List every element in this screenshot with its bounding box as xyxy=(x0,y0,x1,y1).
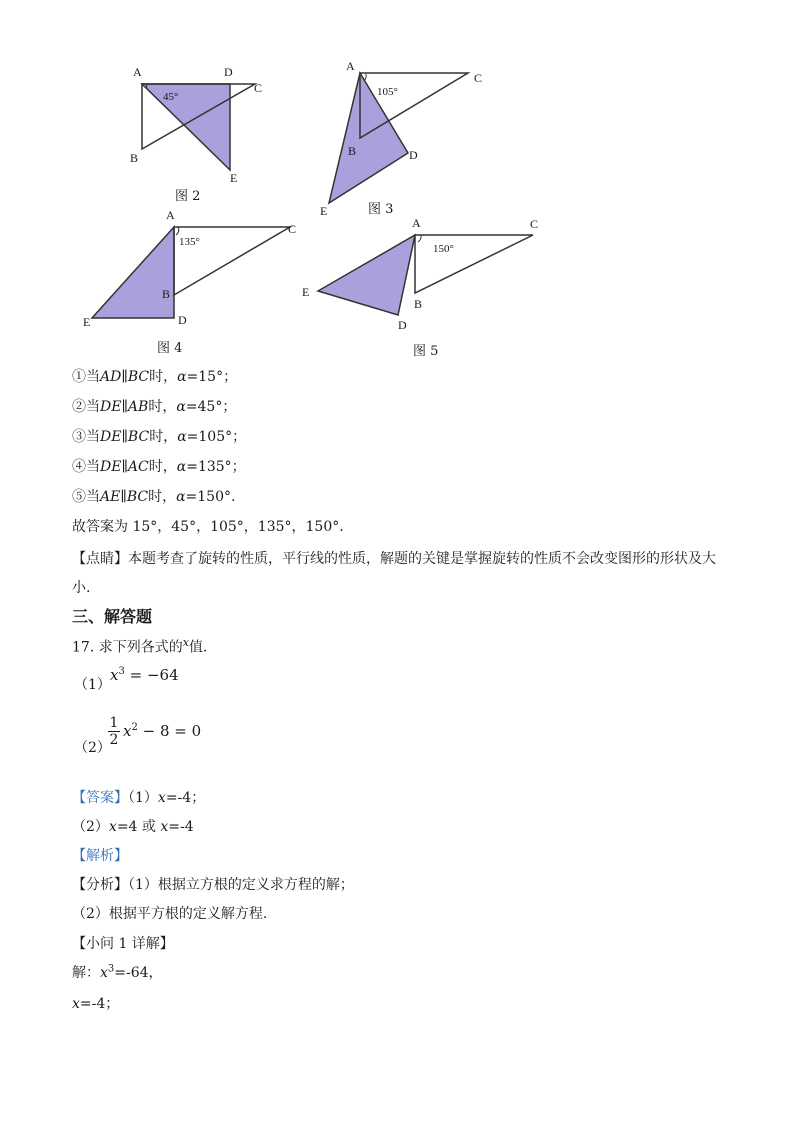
figure-5 xyxy=(300,210,550,359)
angle-label: 135° xyxy=(179,236,200,248)
solution-value: =-64， xyxy=(114,965,163,981)
case-line xyxy=(72,486,235,506)
eq-rest: − 8 = 0 xyxy=(142,722,202,740)
figure-3-diagram xyxy=(315,55,495,218)
angle-arc xyxy=(176,227,179,235)
point-b-label: B xyxy=(348,144,357,158)
parallel-symbol: ∥ xyxy=(121,429,128,445)
point-a-label: A xyxy=(133,65,142,79)
answer-value: =4 或 xyxy=(116,819,161,835)
analysis-tag: 【解析】 xyxy=(72,848,128,864)
solution-line-2 xyxy=(72,993,119,1013)
angle-arc xyxy=(364,74,366,81)
case-number: ③当 xyxy=(72,429,100,445)
answer-tag: 【答案】 xyxy=(72,790,128,806)
solution-value: =-4； xyxy=(79,996,120,1012)
rotated-triangle xyxy=(142,84,230,170)
answer-var: x xyxy=(108,819,117,835)
solution-line-1 xyxy=(72,962,163,982)
answer-var: x xyxy=(157,790,166,806)
case-rhs: BC xyxy=(127,429,150,445)
point-a-label: A xyxy=(412,216,421,230)
figure-4-diagram xyxy=(80,205,310,335)
point-para-line-2: 小. xyxy=(72,580,91,596)
figure-2-diagram xyxy=(125,60,285,185)
figure-3-caption: 图 3 xyxy=(368,202,394,217)
point-d-label: D xyxy=(398,318,407,332)
solution-var: x xyxy=(100,965,108,981)
answer-part-label: （1） xyxy=(128,790,158,806)
case-when: 时， xyxy=(149,429,178,445)
part-1-label: （1） xyxy=(74,677,111,693)
stem-text: 17. 求下列各式的 xyxy=(72,639,183,656)
angle-arc xyxy=(418,235,421,242)
angle-label: 45° xyxy=(163,91,179,103)
answer-summary: 故答案为 15°，45°，105°，135°，150°. xyxy=(72,519,344,535)
point-d-label: D xyxy=(409,148,418,162)
point-a-label: A xyxy=(346,59,355,73)
rotated-triangle xyxy=(92,227,174,318)
case-rhs: BC xyxy=(126,489,149,505)
figure-2-caption: 图 2 xyxy=(175,189,201,204)
point-a-label: A xyxy=(166,208,175,222)
figure-2 xyxy=(125,60,285,204)
fraction-denominator: 2 xyxy=(109,732,119,748)
eq-exponent: 2 xyxy=(131,722,138,733)
detail-tag: 【小问 1 详解】 xyxy=(72,936,174,952)
case-value: =135°； xyxy=(186,459,246,475)
eq-exponent: 3 xyxy=(118,666,125,677)
answer-part-label: （2） xyxy=(72,819,109,835)
point-c-label: C xyxy=(474,71,483,85)
angle-label: 105° xyxy=(377,86,398,98)
point-b-label: B xyxy=(130,151,139,165)
rotated-triangle xyxy=(318,235,415,315)
figure-5-diagram xyxy=(300,210,550,340)
case-value: =15°； xyxy=(186,369,238,385)
angle-label: 150° xyxy=(433,243,454,255)
point-e-label: E xyxy=(320,204,328,218)
answer-value: =-4 xyxy=(168,819,194,835)
point-d-label: D xyxy=(224,65,233,79)
part-2-equation xyxy=(123,722,201,740)
case-line xyxy=(72,396,236,416)
case-lhs: DE xyxy=(100,399,122,415)
answer-line-2 xyxy=(72,816,194,836)
case-lhs: DE xyxy=(100,459,122,475)
point-e-label: E xyxy=(83,315,91,329)
point-e-label: E xyxy=(230,171,238,185)
eq-x: x xyxy=(110,666,119,684)
point-c-label: C xyxy=(288,222,297,236)
point-para-line-1: 【点睛】本题考查了旋转的性质，平行线的性质，解题的关键是掌握旋转的性质不会改变图形的形状及大 xyxy=(72,551,716,567)
answer-line-1 xyxy=(72,787,205,807)
problem-17-stem xyxy=(72,636,207,657)
alpha-var: α xyxy=(177,429,187,445)
case-when: 时， xyxy=(149,369,178,385)
case-value: =150°. xyxy=(185,489,236,505)
point-b-label: B xyxy=(162,287,171,301)
alpha-var: α xyxy=(176,459,187,475)
fenxi-line-1: 【分析】（1）根据立方根的定义求方程的解； xyxy=(72,877,354,893)
case-lhs: DE xyxy=(100,429,122,445)
figure-5-caption: 图 5 xyxy=(413,344,439,359)
solution-prefix: 解： xyxy=(72,965,100,981)
part-1-equation xyxy=(110,666,179,684)
stem-text-end: 值. xyxy=(188,639,208,656)
solution-exponent: 3 xyxy=(107,963,115,975)
fenxi-line-2: （2）根据平方根的定义解方程. xyxy=(72,906,268,922)
case-number: ④当 xyxy=(72,459,100,475)
section-heading: 三、解答题 xyxy=(72,607,153,626)
solution-var: x xyxy=(72,996,80,1012)
point-e-label: E xyxy=(302,285,310,299)
case-rhs: AC xyxy=(127,459,149,475)
answer-value: =-4； xyxy=(165,790,206,806)
fraction-numerator: 1 xyxy=(109,715,119,731)
case-when: 时， xyxy=(148,399,177,415)
part-2-label: （2） xyxy=(74,740,111,756)
parallel-symbol: ∥ xyxy=(121,459,128,475)
case-rhs: AB xyxy=(127,399,149,415)
case-lhs: AE xyxy=(100,489,121,505)
case-number: ⑤当 xyxy=(72,489,100,505)
case-lhs: AD xyxy=(100,369,122,385)
case-number: ②当 xyxy=(72,399,100,415)
fraction-half xyxy=(108,715,120,748)
figure-3 xyxy=(315,55,495,218)
case-rhs: BC xyxy=(127,369,150,385)
eq-rest: = −64 xyxy=(129,666,179,684)
case-number: ①当 xyxy=(72,369,100,385)
alpha-var: α xyxy=(177,369,187,385)
point-c-label: C xyxy=(530,217,539,231)
case-line xyxy=(72,426,246,446)
figure-4 xyxy=(80,205,310,356)
alpha-var: α xyxy=(176,489,186,505)
answer-var: x xyxy=(160,819,169,835)
case-line xyxy=(72,366,237,386)
point-b-label: B xyxy=(414,297,423,311)
point-d-label: D xyxy=(178,313,187,327)
parallel-symbol: ∥ xyxy=(120,489,127,505)
case-when: 时， xyxy=(148,489,177,505)
alpha-var: α xyxy=(176,399,186,415)
case-line xyxy=(72,456,246,476)
stem-var: x xyxy=(182,636,189,649)
parallel-symbol: ∥ xyxy=(121,399,128,415)
eq-x: x xyxy=(123,722,132,740)
case-when: 时， xyxy=(148,459,177,475)
parallel-symbol: ∥ xyxy=(121,369,128,385)
case-value: =45°； xyxy=(185,399,237,415)
point-c-label: C xyxy=(254,81,263,95)
case-value: =105°； xyxy=(186,429,247,445)
figure-4-caption: 图 4 xyxy=(157,341,183,356)
